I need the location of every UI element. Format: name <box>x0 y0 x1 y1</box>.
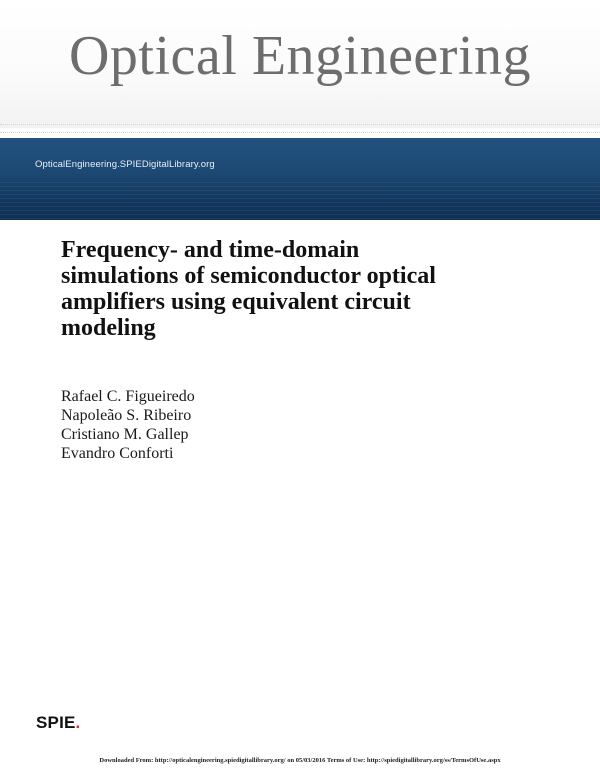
spie-logo <box>36 713 80 733</box>
author-name: Cristiano M. Gallep <box>61 426 189 443</box>
article-title-line: amplifiers using equivalent circuit <box>61 289 411 315</box>
author-name: Evandro Conforti <box>61 445 174 462</box>
download-footer: Downloaded From: http://opticalengineering.spiedigitallibrary.org/ on 05/03/2016 Terms of Use: http://spiedigitallibrary.org/ss/TermsOfUse.aspx <box>99 757 501 764</box>
author-name: Rafael C. Figueiredo <box>61 388 195 405</box>
banner-texture <box>0 182 600 220</box>
article-title-line: modeling <box>61 315 156 341</box>
journal-title: Optical Engineering <box>68 25 531 87</box>
article-title-line: simulations of semiconductor optical <box>61 263 436 289</box>
spie-logo-text: SPIE <box>36 713 76 732</box>
article-title-line: Frequency- and time-domain <box>61 237 360 263</box>
journal-url-link[interactable]: OpticalEngineering.SPIEDigitalLibrary.org <box>35 159 215 170</box>
author-name: Napoleão S. Ribeiro <box>61 407 192 424</box>
article-title <box>61 237 541 341</box>
author-list <box>61 387 195 463</box>
journal-banner <box>0 138 600 220</box>
journal-masthead <box>0 0 600 128</box>
spie-logo-dot: . <box>75 713 81 732</box>
masthead-divider-lower <box>0 132 600 133</box>
masthead-divider <box>0 124 600 125</box>
